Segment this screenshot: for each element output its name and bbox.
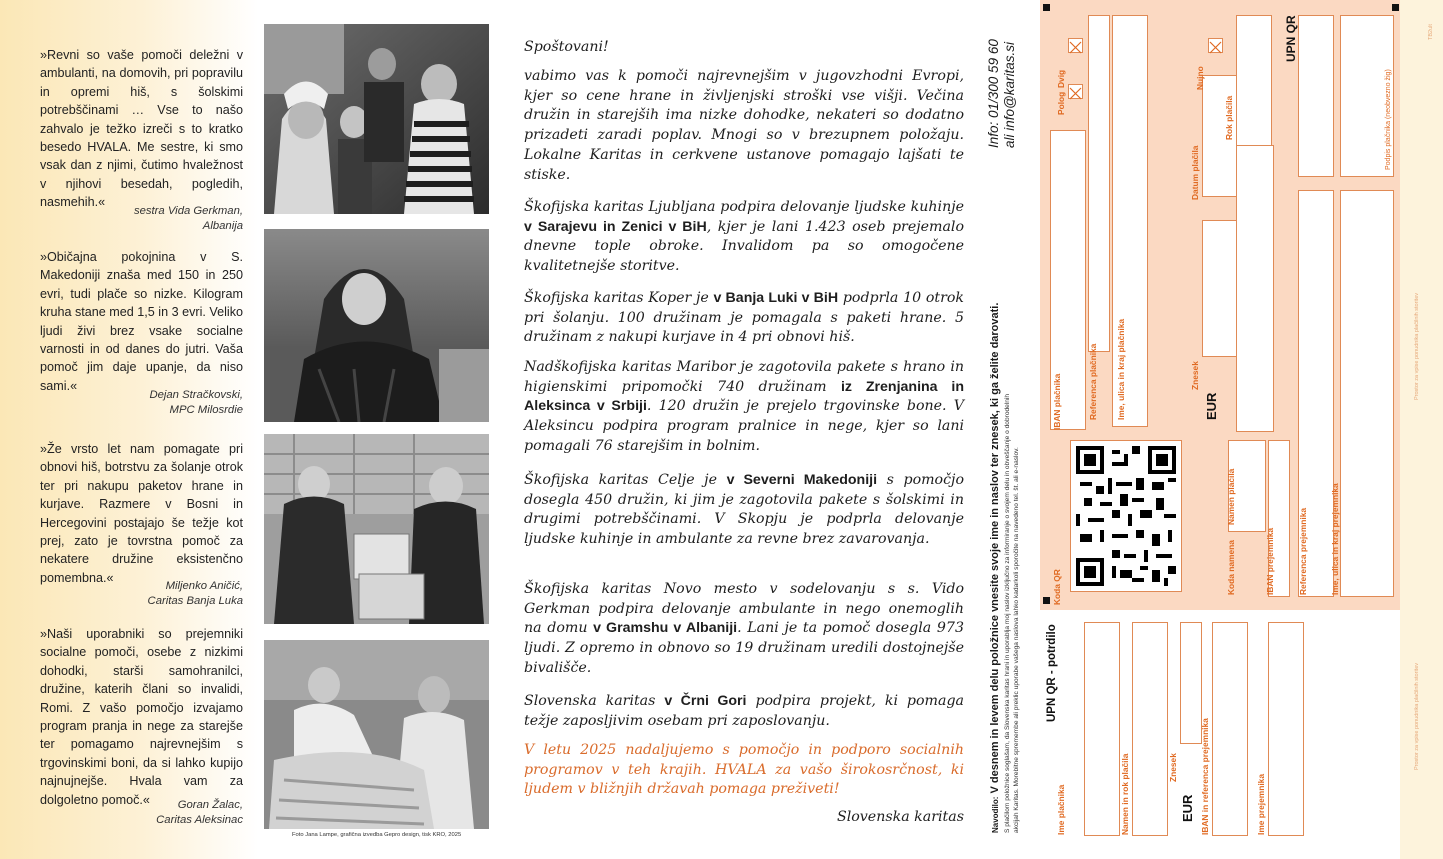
- qr-code-icon: [1076, 446, 1176, 586]
- quote-text-2: »Običajna pokojnina v S. Makedoniji znaša med 150 in 250 evri, tudi plače so nizke. Kilogram kruha stane med 1,5 in 3 evri. Veliko ljudi živi brez vsake socialne varnosti in od danes do jutri. Vaša pomoč jim daje upanje, da niso sami.«: [40, 250, 244, 393]
- receipt-namen-label: Namen in rok plačila: [1120, 753, 1130, 835]
- podpis-label: Podpis plačnika (neobvezno žig): [1385, 69, 1392, 170]
- consent-line-1: S plačilom položnice soglašam, da Slovenska karitas hrani in uporablja moj naslov izključno za informiranje o svojem delu in obveščanje o dobrodelnih: [1004, 393, 1011, 833]
- letter-paragraph-1: vabimo vas k pomoči najrevnejšim v jugovzhodni Evropi, kjer so cene hrane in življenjski stroški vse višji. Večina družin in starejših ima nizke dohodke, nekateri so dodatno prizadeti zaradi poplav. Mnogi so v brezupnem položaju. Lokalne Karitas in cerkvene ustanove pomagajo lajšati te stiske.: [524, 68, 964, 183]
- corner-mark: [1043, 597, 1050, 604]
- quote-author-4-org: Caritas Aleksinac: [156, 814, 243, 826]
- namen-placila-label: Namen plačila: [1226, 468, 1236, 525]
- p3-end: podprla 10 otrok pri šolanju. 100 družinam je pomagala s paketi hrane. 5 družinam z nakupi kurjave in 4 pri obnovi hiš.: [524, 290, 965, 346]
- p6-end: . Lani je ta pomoč dosegla 973 ljudi. Z opremo in obnovo so 19 družinam uredili dostojnejše bivališče.: [524, 620, 964, 676]
- contact-info: [986, 39, 1018, 148]
- quote-author-2-name: Dejan Stračkovski,: [149, 389, 243, 401]
- letter-greeting: Spoštovani!: [524, 39, 609, 55]
- dvig-checkbox[interactable]: [1068, 38, 1083, 53]
- photo-credit: Foto Jana Lampe, grafična izvedba Gepro design, tisk KRO, 2025: [292, 832, 462, 838]
- contact-email: ali info@karitas.si: [1002, 42, 1017, 148]
- referenca-prejemnika-label: Referenca prejemnika: [1298, 507, 1308, 595]
- iban-placnika-label: IBAN plačnika: [1052, 373, 1062, 430]
- quote-text-1: »Revni so vaše pomoči deležni v ambulanti, na domovih, pri popravilu in opremi hiš, s šolskimi potrebščinami … Vse to našo zahvalo je težko izreči s to kratko besedo HVALA. Me sestre, ki smo vsak dan z njimi, čutimo hvaležnost v njihovi besedah, pogledih, nasmehih.«: [40, 48, 243, 210]
- quote-author-4-name: Goran Žalac,: [177, 799, 243, 811]
- consent-line-2: akcijah Karitas. Morebitne spremembe ali preklic uporabe vašega naslova lahko kadarkoli sporočite na navedeno tel. št. ali e-naslov.: [1013, 447, 1020, 833]
- instruction-text: V desnem in levem delu položnice vnesite svoje ime in naslov ter znesek, ki ga želite darovati.: [989, 302, 1001, 794]
- ime-prejemnika-label-top: Ime, ulica in kraj prejemnika: [1330, 483, 1340, 595]
- receipt-ime-placnika-label: Ime plačnika: [1056, 784, 1066, 835]
- corner-mark: [1392, 4, 1399, 11]
- quote-author-1: [40, 204, 243, 234]
- receipt-namen-field[interactable]: [1132, 622, 1168, 836]
- letter-closing: V letu 2025 nadaljujemo s pomočjo in podporo socialnih programov v teh krajih. HVALA za vašo širokosrčnost, ki ljudem v bližnjih državah pomaga preživeti!: [524, 742, 964, 798]
- quote-author-2-org: MPC Milosrdie: [169, 404, 243, 416]
- photo-food-packages: [264, 434, 489, 624]
- contact-phone: Info: 01/300 59 60: [986, 39, 1001, 148]
- polog-label: Polog: [1056, 91, 1066, 115]
- prostor-note-bottom: Prostor za vpise ponudnika plačilnih storitev: [1414, 662, 1420, 770]
- letter-paragraph-6: [524, 580, 964, 679]
- photo-nun-with-family: [264, 24, 489, 214]
- quote-author-3-org: Caritas Banja Luka: [147, 595, 243, 607]
- qr-code-area: [1070, 440, 1182, 592]
- upn-receipt-title: UPN QR - potrdilo: [1046, 624, 1058, 722]
- letter-signature: Slovenska karitas: [836, 809, 964, 825]
- tb-code: TB2ult: [1428, 24, 1434, 40]
- ime-prejemnika-field-top[interactable]: [1298, 15, 1334, 177]
- letter-paragraph-3: [524, 289, 964, 348]
- letter-paragraph-7: [524, 692, 964, 731]
- dvig-label: Dvig: [1056, 69, 1066, 88]
- p3-start: Škofijska karitas Koper je: [524, 290, 709, 306]
- nujno-checkbox[interactable]: [1208, 38, 1223, 53]
- upn-qr-title: UPN QR: [1284, 15, 1298, 62]
- quote-author-1-org: Albanija: [202, 220, 243, 232]
- referenca-placnika-label: Referenca plačnika: [1088, 343, 1098, 420]
- letter-paragraph-2: [524, 198, 964, 277]
- znesek-field[interactable]: [1202, 220, 1238, 357]
- polog-checkbox[interactable]: [1068, 84, 1083, 99]
- instruction-prefix: Navodilo:: [991, 796, 1000, 833]
- receipt-znesek-field[interactable]: [1180, 622, 1202, 744]
- p5-end: s pomočjo dosegla 450 družin, ki jim je zagotovila pakete s šolskimi in drugimi potrebščinami. V Skopju je podprla delovanje ljudske kuhinje in ambulante za revne brez zavarovanja.: [524, 472, 964, 548]
- iban-prejemnika-label: IBAN prejemnika: [1265, 527, 1275, 595]
- corner-mark: [1043, 4, 1050, 11]
- p7-end: podpira projekt, ki pomaga težje zaposljivim osebam pri zaposlovanju.: [524, 693, 964, 729]
- ime-placnika-label: Ime, ulica in kraj plačnika: [1116, 318, 1126, 420]
- p5-location: v Severni Makedoniji: [726, 472, 878, 488]
- receipt-iban-field[interactable]: [1212, 622, 1248, 836]
- receipt-prejemnik-label: Ime prejemnika: [1256, 774, 1266, 835]
- letter-paragraph-4: [524, 358, 964, 457]
- eur-label: EUR: [1204, 392, 1219, 420]
- p4-end: . 120 družin je prejelo trgovinske bone. V Aleksincu podpira program pralnice in nege, kjer so lani pomagali 76 starejšim in bolnim.: [524, 398, 964, 454]
- p2-location: v Sarajevu in Zenici v BiH: [524, 218, 707, 235]
- photo-elderly-woman: [264, 229, 489, 422]
- receipt-prejemnik-field[interactable]: [1268, 622, 1304, 836]
- quote-author-3: [40, 579, 243, 609]
- p5-start: Škofijska karitas Celje je: [524, 472, 717, 488]
- koda-namena-label: Koda namena: [1226, 540, 1236, 595]
- receipt-eur-label: EUR: [1180, 794, 1195, 822]
- receipt-ime-placnika-field[interactable]: [1084, 622, 1120, 836]
- nujno-label: Nujno: [1195, 66, 1205, 90]
- consent-text: [1003, 394, 1021, 833]
- quote-author-2: [40, 388, 243, 418]
- upn-payment-form: [1040, 0, 1443, 859]
- koda-qr-label: Koda QR: [1052, 569, 1062, 605]
- rok-placila-label: Rok plačila: [1224, 95, 1234, 140]
- receipt-iban-label: IBAN in referenca prejemnika: [1200, 718, 1210, 835]
- prostor-note-top: Prostor za vpise ponudnika plačilnih storitev: [1414, 292, 1420, 400]
- ime-prejemnika-address-field[interactable]: [1340, 190, 1394, 597]
- upn-form-margin: [1400, 0, 1443, 859]
- p7-start: Slovenska karitas: [524, 693, 656, 709]
- photo-home-care: [264, 640, 489, 829]
- quote-author-3-name: Miljenko Aničić,: [165, 580, 243, 592]
- p2-start: Škofijska karitas Ljubljana podpira delovanje ljudske kuhinje: [524, 199, 964, 215]
- quote-text-3: »Že vrsto let nam pomagate pri obnovi hiš, botrstvu za šolanje otrok ter pri nakupu paketov hrane in kurjave. Razmere v Bosni in Hercegovini postajajo še težje kot prej, zato je tovrstna pomoč za nekatere družine eksistenčno pomembna.«: [40, 442, 243, 585]
- instruction: [988, 303, 1003, 833]
- znesek-label: Znesek: [1190, 361, 1200, 390]
- p3-location: v Banja Luki v BiH: [713, 290, 839, 306]
- quote-author-4: [40, 798, 243, 828]
- letter-paragraph-5: [524, 471, 964, 550]
- datum-placila-label: Datum plačila: [1190, 145, 1200, 200]
- znesek-amount-field[interactable]: [1236, 145, 1274, 432]
- referenca-placnika-field[interactable]: [1088, 15, 1110, 352]
- p2-end: , kjer je lani 1.423 oseb prejemalo dnevne tople obroke. Invalidom pa so omogočene kvalitetnejše storitve.: [524, 218, 964, 275]
- info-strip: [984, 0, 1032, 859]
- p7-location: v Črni Gori: [664, 693, 747, 709]
- p4-start: Nadškofijska karitas Maribor je zagotovila pakete s hrano in higienskimi pripomočki 740 družinam: [524, 359, 964, 395]
- quote-text-4: »Naši uporabniki so prejemniki socialne pomoči, osebe z nizkimi dohodki, starši samohranilci, družine, katerih člani so invalidi, Romi. Z vašo pomočjo izvajamo program pranja in nege za starejše ter pomagamo najrevnejšim s trgovinskimi boni, da si lahko kupijo najnujnejše. Hvala vam za dolgoletno pomoč.«: [40, 627, 243, 807]
- quote-author-1-name: sestra Vida Gerkman,: [133, 205, 243, 217]
- p6-location: v Gramshu v Albaniji: [593, 620, 738, 637]
- p4-location: iz Zrenjanina in Aleksinca v Srbiji: [524, 378, 964, 415]
- receipt-znesek-label: Znesek: [1168, 753, 1178, 782]
- p6-start: Škofijska karitas Novo mesto v sodelovanju s s. Vido Gerkman podpira delovanje ambulante in nego onemoglih na domu: [524, 581, 964, 637]
